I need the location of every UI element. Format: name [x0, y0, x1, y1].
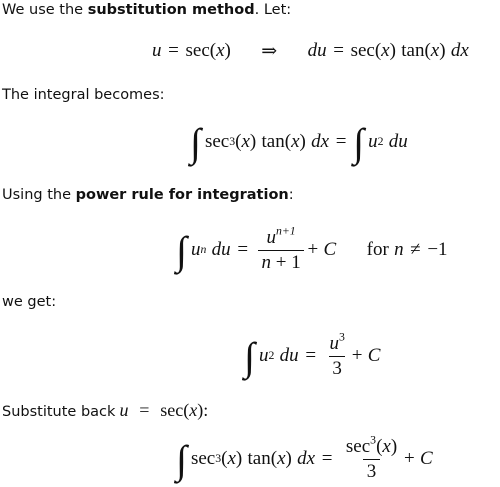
constant-c: C — [420, 448, 433, 469]
plus-sign: + — [403, 448, 415, 469]
sec-function: sec — [350, 40, 375, 61]
var-u: u — [329, 332, 339, 354]
var-x: x — [291, 131, 300, 152]
integral-sign: ∫ — [176, 228, 187, 273]
result-equation: ∫ u 2 d u = $\frac{u^3}{3}$ + C — [244, 330, 381, 379]
var-x: x — [460, 40, 469, 61]
plus-sign: + — [351, 345, 363, 366]
power-bold: power rule for integration — [75, 187, 289, 203]
var-x: x — [216, 40, 225, 61]
fraction — [326, 330, 348, 379]
paren: ( — [183, 400, 190, 420]
var-u: u — [221, 239, 231, 260]
var-x: x — [189, 400, 198, 420]
var-u: u — [152, 40, 162, 61]
tan-function: tan — [401, 40, 425, 61]
var-u: u — [119, 400, 129, 420]
var-x: x — [381, 40, 390, 61]
exponent: n — [200, 243, 207, 256]
sec-function: sec — [185, 40, 210, 61]
implies-arrow: ⇒ — [261, 40, 278, 62]
tan-function: tan — [261, 131, 285, 152]
integral-equation-1: ∫ sec 3 ( x ) tan ( x ) d x = ∫ u 2 d u — [190, 120, 408, 165]
paren: ) — [224, 40, 231, 61]
intro-bold: substitution method — [87, 2, 255, 18]
denominator: 3 — [363, 459, 379, 482]
differential-d: d — [450, 40, 461, 61]
equals-sign: = — [139, 400, 150, 420]
differential-d: d — [307, 40, 318, 61]
differential-d: d — [211, 239, 222, 260]
power-tail: : — [288, 187, 294, 203]
fraction: $\frac{\sec^3(x)}{3}$ — [345, 433, 398, 482]
paren: ): — [197, 400, 209, 420]
exponent: 3 — [370, 433, 377, 447]
var-u: u — [317, 40, 327, 61]
integral-sign: ∫ — [190, 120, 201, 165]
var-x: x — [277, 448, 286, 469]
var-u: u — [190, 239, 201, 260]
var-u: u — [258, 345, 269, 366]
var-x: x — [320, 131, 330, 152]
power-rule-equation — [176, 222, 448, 278]
power-rule-line — [2, 187, 294, 203]
differential-d: d — [297, 448, 307, 469]
fraction — [258, 224, 304, 273]
equals-sign: = — [305, 345, 317, 366]
minus-one: −1 — [427, 239, 448, 260]
not-equal-sign: ≠ — [410, 239, 421, 260]
intro-lead: We use the — [2, 2, 84, 18]
for-word: for — [366, 239, 389, 260]
var-u: u — [368, 131, 378, 152]
exponent: n+1 — [275, 224, 296, 238]
substitution-equation: u = sec ( x ) ⇒ d u = sec ( x ) tan ( x ) d x — [152, 40, 469, 62]
equals-sign: = — [237, 239, 249, 260]
final-equation: ∫ sec 3 ( x ) tan ( x ) d x = $\frac{\sec^3(x)}{3}$ + C — [176, 433, 433, 482]
sec-function: sec — [160, 400, 184, 420]
sec-function: sec — [345, 435, 371, 457]
equals-sign: = — [168, 40, 179, 61]
var-x: x — [227, 448, 236, 469]
integral-sign: ∫ — [176, 437, 187, 482]
denominator-rest: + 1 — [270, 251, 301, 273]
constant-c: C — [367, 345, 381, 366]
differential-d: d — [279, 345, 290, 366]
intro-line — [2, 2, 291, 18]
power-lead: Using the — [2, 187, 71, 203]
var-x: x — [382, 435, 391, 457]
substitute-back-line — [2, 400, 208, 421]
intro-tail: . Let: — [254, 2, 292, 18]
denominator: 3 — [329, 356, 345, 379]
sec-function: sec — [190, 448, 216, 469]
plus-sign: + — [307, 239, 319, 260]
var-n: n — [394, 239, 404, 260]
var-u: u — [398, 131, 408, 152]
integral-sign: ∫ — [353, 120, 365, 165]
tan-function: tan — [247, 448, 271, 469]
equals-sign: = — [321, 448, 333, 469]
constant-c: C — [323, 239, 337, 260]
var-x: x — [306, 448, 316, 469]
var-u: u — [289, 345, 299, 366]
equals-sign: = — [333, 40, 344, 61]
sec-function: sec — [204, 131, 230, 152]
we-get-text: we get: — [2, 294, 57, 310]
var-n: n — [261, 251, 271, 273]
integral-sign: ∫ — [244, 334, 255, 379]
var-x: x — [430, 40, 440, 61]
exponent: 3 — [338, 330, 345, 344]
paren: ( — [209, 40, 217, 61]
differential-d: d — [388, 131, 399, 152]
var-x: x — [241, 131, 250, 152]
equals-sign: = — [335, 131, 347, 152]
substitute-lead: Substitute back — [2, 404, 116, 420]
var-u: u — [266, 226, 276, 248]
integral-becomes-text: The integral becomes: — [2, 87, 165, 103]
differential-d: d — [311, 131, 321, 152]
